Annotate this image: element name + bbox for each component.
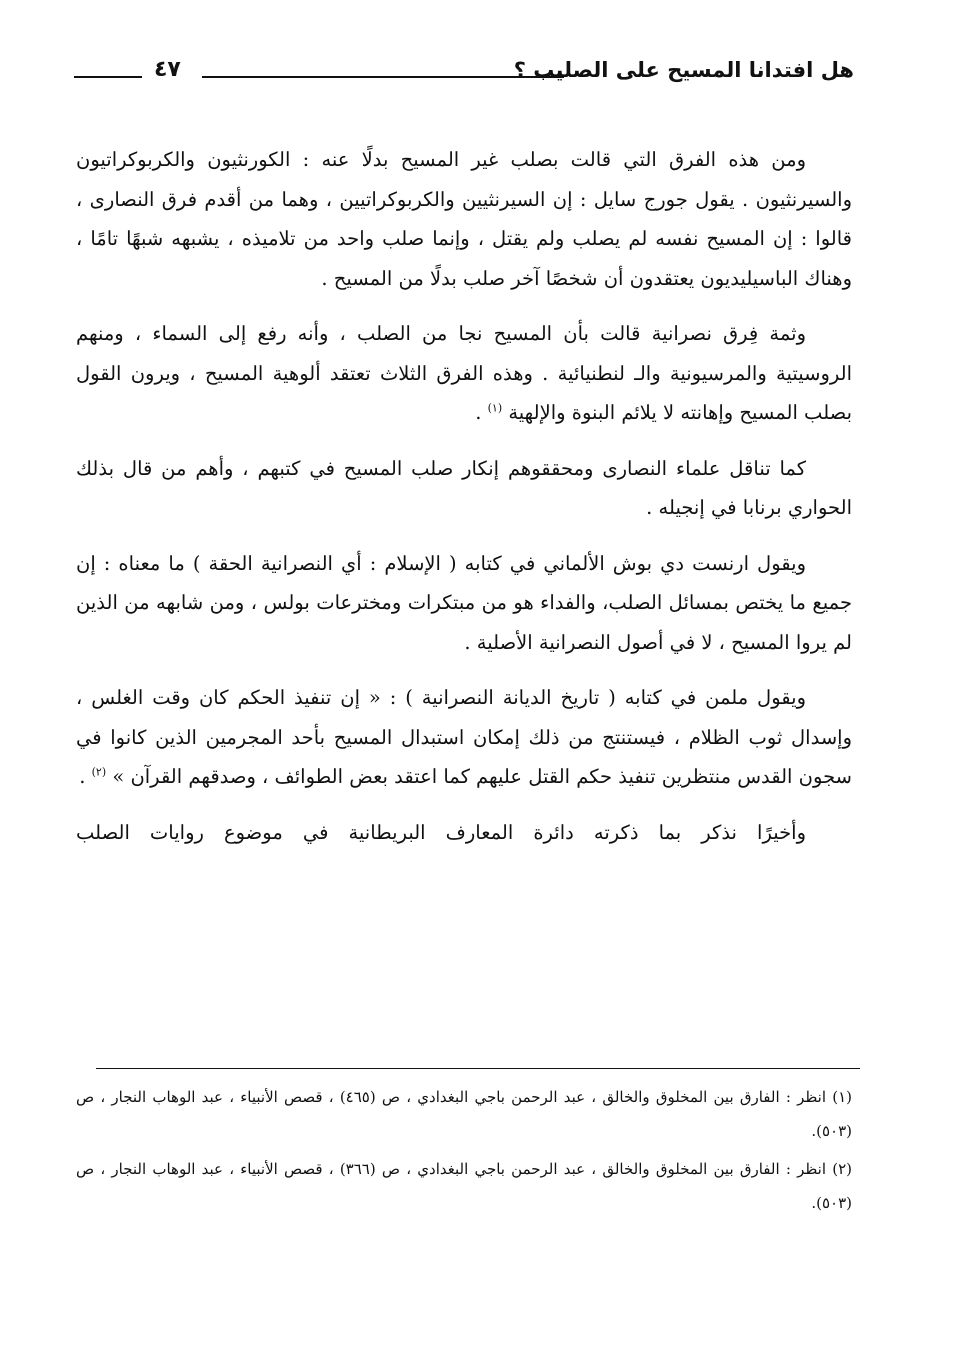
paragraph-3: كما تناقل علماء النصارى ومحققوهم إنكار صلب المسيح في كتبهم ، وأهم من قال بذلك الحواري برنابا في إنجيله . [76,456,852,519]
header-rule-short [74,76,142,78]
paragraph-2 [76,314,852,433]
footnotes [76,1080,852,1224]
running-header [74,56,854,96]
paragraph-5 [76,678,852,797]
paragraph-2-period: . [475,401,482,424]
footnote-1: (١) انظر : الفارق بين المخلوق والخالق ، عبد الرحمن باجي البغدادي ، ص (٤٦٥) ، قصص الأنبياء ، عبد الوهاب النجار ، ص (٥٠٣). [76,1088,852,1140]
paragraph-1: ومن هذه الفرق التي قالت بصلب غير المسيح بدلًا عنه : الكورنثيون والكربوكراتيون والسيرنثيون . يقول جورج سايل : إن السيرنثيين والكربوكراتيين ، وهما من أقدم فرق النصارى ، قالوا : إن المسيح نفسه لم يصلب ولم يقتل ، وإنما صلب واحد من تلاميذه ، يشبهه شبهًا تامًا ، وهناك الباسيليديون يعتقدون أن شخصًا آخر صلب بدلًا من المسيح . [76,148,852,290]
paragraph-6: وأخيرًا نذكر بما ذكرته دائرة المعارف البريطانية في موضوع روايات الصلب [76,820,806,844]
paragraph-2-text: وثمة فِرق نصرانية قالت بأن المسيح نجا من الصلب ، وأنه رفع إلى السماء ، ومنهم الروسيتية والمرسيونية والـ لنطنيائية . وهذه الفرق الثلاث تعتقد ألوهية المسيح ، ويرون القول بصلب المسيح وإهانته لا يلائم البنوة والإلهية [76,322,852,424]
header-title: هل افتدانا المسيح على الصليب ؟ [513,58,854,82]
body-text [76,140,852,868]
paragraph-5-period: . [79,765,86,788]
footnote-ref-2[interactable]: (٢) [91,765,107,779]
page-number: ٤٧ [154,57,181,82]
footnote-separator [96,1068,860,1069]
paragraph-5-text: ويقول ملمن في كتابه ( تاريخ الديانة النصرانية ) : « إن تنفيذ الحكم كان وقت الغلس ، وإسدال ثوب الظلام ، فيستنتج من ذلك إمكان استبدال المسيح بأحد المجرمين الذين كانوا في سجون القدس منتظرين تنفيذ حكم القتل عليهم كما اعتقد بعض الطوائف ، وصدقهم القرآن » [76,686,852,788]
footnote-2: (٢) انظر : الفارق بين المخلوق والخالق ، عبد الرحمن باجي البغدادي ، ص (٣٦٦) ، قصص الأنبياء ، عبد الوهاب النجار ، ص (٥٠٣). [76,1160,852,1212]
paragraph-4: ويقول ارنست دي بوش الألماني في كتابه ( الإسلام : أي النصرانية الحقة ) ما معناه : إن جميع ما يختص بمسائل الصلب، والفداء هو من مبتكرات ومخترعات بولس ، ومن شابهه من الذين لم يروا المسيح ، لا في أصول النصرانية الأصلية . [76,551,852,654]
header-rule [202,76,564,78]
footnote-ref-1[interactable]: (١) [487,401,503,415]
